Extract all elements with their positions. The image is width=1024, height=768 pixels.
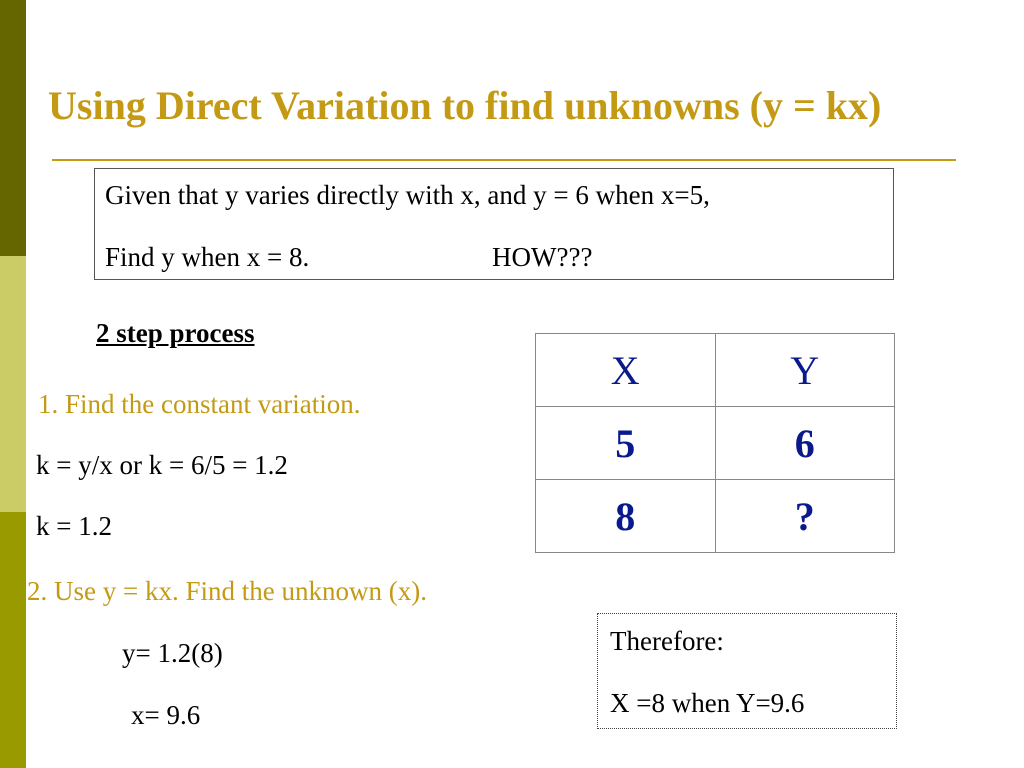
steps-heading: 2 step process (96, 318, 255, 348)
step-2-label: 2. Use y = kx. Find the unknown (x). (27, 576, 427, 606)
title-divider (52, 159, 956, 161)
step-1-label: 1. Find the constant variation. (38, 389, 361, 419)
table-row (536, 407, 895, 480)
table-header-x: X (536, 334, 716, 407)
sidebar-band-bottom (0, 512, 26, 768)
k-result: k = 1.2 (36, 511, 112, 541)
table-cell-x: 5 (536, 407, 716, 480)
conclusion-box (597, 613, 897, 729)
sidebar-band-middle (0, 256, 26, 512)
conclusion-label: Therefore: (610, 626, 724, 656)
table-header-row (536, 334, 895, 407)
table-cell-y: 6 (715, 407, 895, 480)
given-statement: Given that y varies directly with x, and y = 6 when x=5, (105, 180, 710, 210)
given-problem-box (94, 168, 894, 280)
table-row (536, 480, 895, 553)
slide-title: Using Direct Variation to find unknowns (y = kx) (48, 83, 882, 128)
conclusion-answer: X =8 when Y=9.6 (610, 688, 805, 718)
table-header-y: Y (715, 334, 895, 407)
given-question: Find y when x = 8. (105, 242, 310, 272)
sidebar-band-top (0, 0, 26, 256)
given-how: HOW??? (492, 242, 593, 272)
x-result: x= 9.6 (131, 700, 201, 730)
xy-table (535, 333, 895, 553)
y-calculation: y= 1.2(8) (122, 638, 223, 668)
sidebar-decoration (0, 0, 26, 768)
table-cell-y: ? (715, 480, 895, 553)
k-calculation: k = y/x or k = 6/5 = 1.2 (36, 450, 288, 480)
table-cell-x: 8 (536, 480, 716, 553)
